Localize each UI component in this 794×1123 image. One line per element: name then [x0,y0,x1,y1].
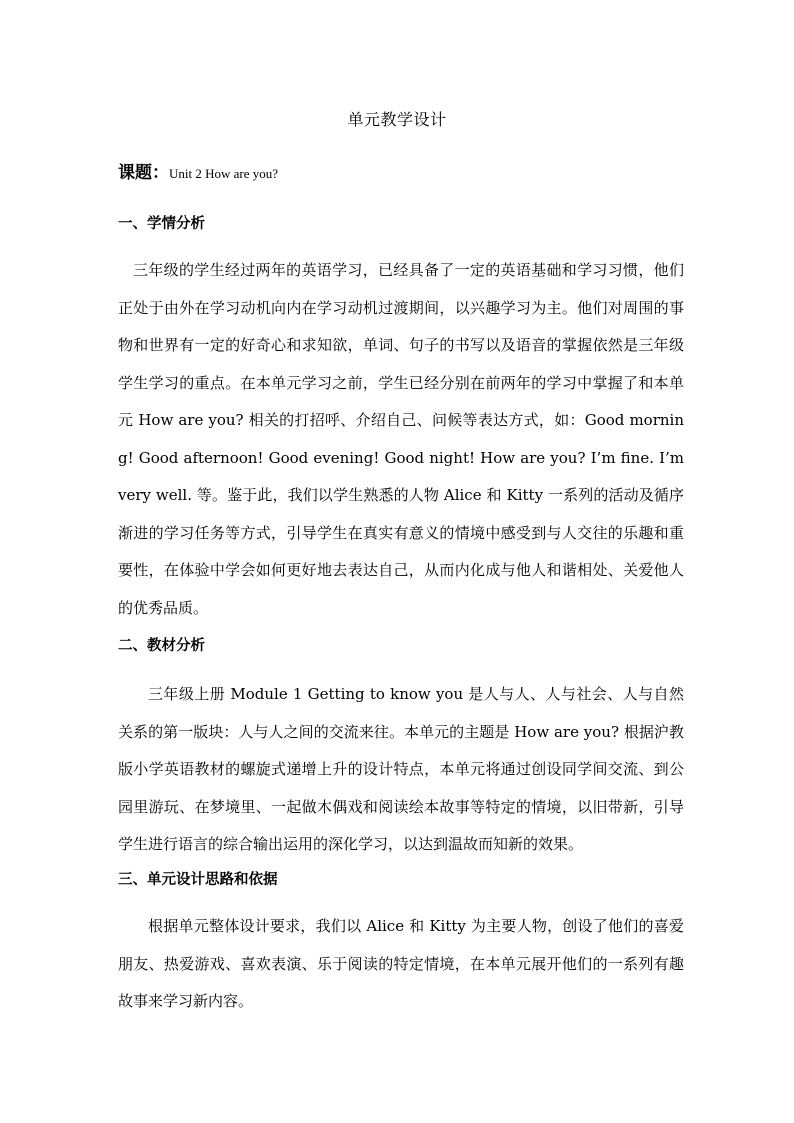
page-title: 单元教学设计 [347,110,447,129]
subject-value: Unit 2 How are you? [169,166,279,181]
section-heading-textbook-analysis: 二、教材分析 [118,638,205,654]
section-heading-learner-analysis: 一、学情分析 [118,216,205,232]
section-paragraph-learner-analysis: 三年级的学生经过两年的英语学习，已经具备了一定的英语基础和学习习惯，他们正处于由外在学习动机向内在学习动机过渡期间，以兴趣学习为主。他们对周围的事物和世界有一定的好奇心和求知欲，单词、句子的书写以及语音的掌握依然是三年级学生学习的重点。在本单元学习之前，学生已经分别在前两年的学习中掌握了和本单元 How are you? 相关的打招呼、介绍自己、问候等表达方式，如：Good morning! Good afternoon! Good evening! Good night! How are you? I’m fine. I’m very well. 等。鉴于此，我们以学生熟悉的人物 Alice 和 Kitty 一系列的活动及循序渐进的学习任务等方式，引导学生在真实有意义的情境中感受到与人交往的乐趣和重要性，在体验中学会如何更好地去表达自己，从而内化成与他人和谐相处、关爱他人的优秀品质。 [118,261,684,617]
section-paragraph-textbook-analysis: 三年级上册 Module 1 Getting to know you 是人与人、人与社会、人与自然关系的第一版块：人与人之间的交流来往。本单元的主题是 How are you? 根据沪教版小学英语教材的螺旋式递增上升的设计特点，本单元将通过创设同学间交流、到公园里游玩、在梦境里、一起做木偶戏和阅读绘本故事等特定的情境，以旧带新，引导学生进行语言的综合输出运用的深化学习，以达到温故而知新的效果。 [118,685,684,853]
section-heading-design-rationale: 三、单元设计思路和依据 [118,872,278,888]
subject-line [118,162,278,185]
section-paragraph-design-rationale: 根据单元整体设计要求，我们以 Alice 和 Kitty 为主要人物，创设了他们的喜爱朋友、热爱游戏、喜欢表演、乐于阅读的特定情境，在本单元展开他们的一系列有趣故事来学习新内容。 [118,917,684,1010]
subject-label: 课题： [118,163,169,183]
